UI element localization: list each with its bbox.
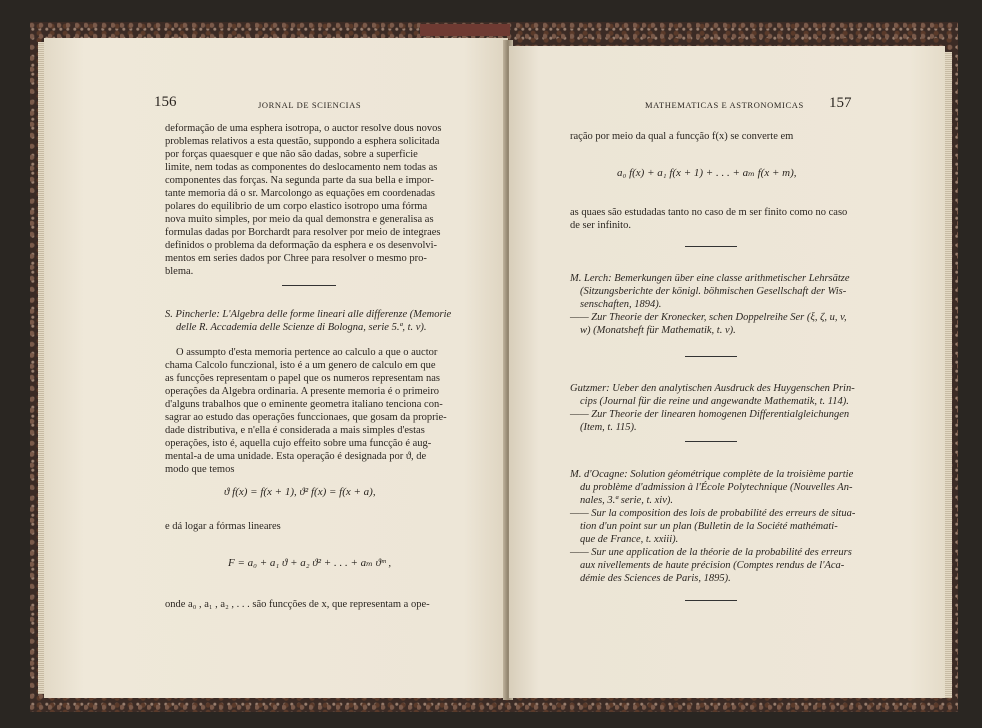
- text-line: O assumpto d'esta memoria pertence ao calculo a que o auctor: [176, 347, 438, 358]
- text-line: —— Zur Theorie der linearen homogenen Differentialgleichungen: [570, 409, 850, 420]
- text-line: —— Zur Theorie der Kronecker, schen Doppelreihe Ser (ξ, ζ, u, v,: [570, 312, 847, 323]
- text-line: deformação de uma esphera isotropa, o auctor resolve dous novos: [165, 123, 442, 134]
- text-line: de ser infinito.: [570, 220, 631, 231]
- text-line: definidos o problema da deformação da esphera e os desenvolvi-: [165, 240, 438, 251]
- left-page: [44, 38, 508, 698]
- text-line: dade distributiva, e n'ella é considerada a mais simples d'estas: [165, 425, 425, 436]
- text-line: —— Sur la composition des lois de probabilité des erreurs de situa-: [570, 508, 856, 519]
- text-line: M. Lerch: Bemerkungen über eine classe arithmetischer Lehrsätze: [570, 273, 850, 284]
- text-line: operações da Algebra ordinaria. A presente memoria é o primeiro: [165, 386, 440, 397]
- text-line: (Sitzungsberichte der königl. böhmischen Gesellschaft der Wis-: [580, 286, 847, 297]
- section-divider: [685, 246, 737, 247]
- page-number-right: 157: [829, 95, 852, 111]
- text-line: polares do equilibrio de um corpo elastico isotropo uma fórma: [165, 201, 428, 212]
- text-line: —— Sur une application de la théorie de la probabilité des erreurs: [570, 547, 852, 558]
- text-line: démie des Sciences de Paris, 1895).: [580, 573, 731, 584]
- text-line: d'alguns trabalhos que o eminente geometra italiano tenciona con-: [165, 399, 443, 410]
- text-line: formulas dadas por Borchardt para resolver por meio de integraes: [165, 227, 441, 238]
- text-line: componentes das forças. Na segunda parte da sua bella e impor-: [165, 175, 434, 186]
- formula-theta: ϑ f(x) = f(x + 1), ϑ² f(x) = f(x + a),: [224, 486, 376, 498]
- text-line: blema.: [165, 266, 194, 277]
- text-line: mental-a de uma unidade. Esta operação é designada por ϑ, de: [165, 451, 427, 462]
- formula-linear-form: F = a₀ + a₁ ϑ + a₂ ϑ² + . . . + aₘ ϑᵐ ,: [228, 557, 392, 569]
- spine-binding: [420, 24, 510, 36]
- formula-operator: a₀ f(x) + a₁ f(x + 1) + . . . + aₘ f(x + m),: [617, 167, 797, 179]
- text-line: as funcções representam o papel que os numeros representam nas: [165, 373, 440, 384]
- page-edges-right: [944, 52, 952, 698]
- text-line: M. d'Ocagne: Solution géométrique complète de la troisième partie: [570, 469, 854, 480]
- text-line: nova muito simples, por meio da qual demonstra e generalisa as: [165, 214, 434, 225]
- page-number-left: 156: [154, 94, 177, 110]
- text-line: mentos em series dados por Chree para resolver o mesmo pro-: [165, 253, 427, 264]
- text-line: operações, isto é, aquella cujo effeito sobre uma funcção é aug-: [165, 438, 432, 449]
- text-line: S. Pincherle: L'Algebra delle forme lineari alle differenze (Memorie: [165, 309, 452, 320]
- text-line: que de France, t. xxiii).: [580, 534, 679, 545]
- text-line: onde a₀ , a₁ , a₂ , . . . são funcções de x, que representam a ope-: [165, 599, 430, 610]
- section-divider: [685, 600, 737, 601]
- text-line: tante memoria dá o sr. Marcolongo as equações em coordenadas: [165, 188, 435, 199]
- text-line: delle R. Accademia delle Scienze di Bologna, serie 5.ª, t. v).: [176, 322, 427, 333]
- text-line: senschaften, 1894).: [580, 299, 662, 310]
- running-head-left: JORNAL DE SCIENCIAS: [258, 100, 362, 110]
- text-line: ração por meio da qual a funcção f(x) se converte em: [570, 131, 794, 142]
- text-line: aux nivellements de haute précision (Comptes rendus de l'Aca-: [580, 560, 845, 571]
- text-line: sagrar ao estudo das operações funccionaes, que gosam da proprie-: [165, 412, 447, 423]
- section-divider: [282, 285, 336, 286]
- text-line: as quaes são estudadas tanto no caso de m ser finito como no caso: [570, 207, 848, 218]
- text-line: tion d'un point sur un plan (Bulletin de la Société mathémati-: [580, 521, 838, 532]
- text-line: chama Calcolo funczional, isto é a um genero de calculo em que: [165, 360, 436, 371]
- text-line: du problème d'admission à l'École Polytechnique (Nouvelles An-: [580, 482, 853, 493]
- text-line: w) (Monatsheft für Mathematik, t. v).: [580, 325, 736, 336]
- text-line: por forças quaesquer e que não são dadas, sobre a superficie: [165, 149, 418, 160]
- section-divider: [685, 441, 737, 442]
- text-line: Gutzmer: Ueber den analytischen Ausdruck des Huygenschen Prin-: [570, 383, 855, 394]
- text-line: (Item, t. 115).: [580, 422, 637, 433]
- right-page: [509, 46, 945, 698]
- text-line: problemas relativos a esta questão, suppondo a esphera solicitada: [165, 136, 440, 147]
- section-divider: [685, 356, 737, 357]
- text-line: limite, nem todas as componentes do deslocamento nem todas as: [165, 162, 438, 173]
- text-line: modo que temos: [165, 464, 235, 475]
- text-line: cips (Journal für die reine und angewandte Mathematik, t. 114).: [580, 396, 849, 407]
- text-line: nales, 3.ª serie, t. xiv).: [580, 495, 673, 506]
- running-head-right: MATHEMATICAS E ASTRONOMICAS: [645, 100, 804, 110]
- text-line: e dá logar a fórmas lineares: [165, 521, 281, 532]
